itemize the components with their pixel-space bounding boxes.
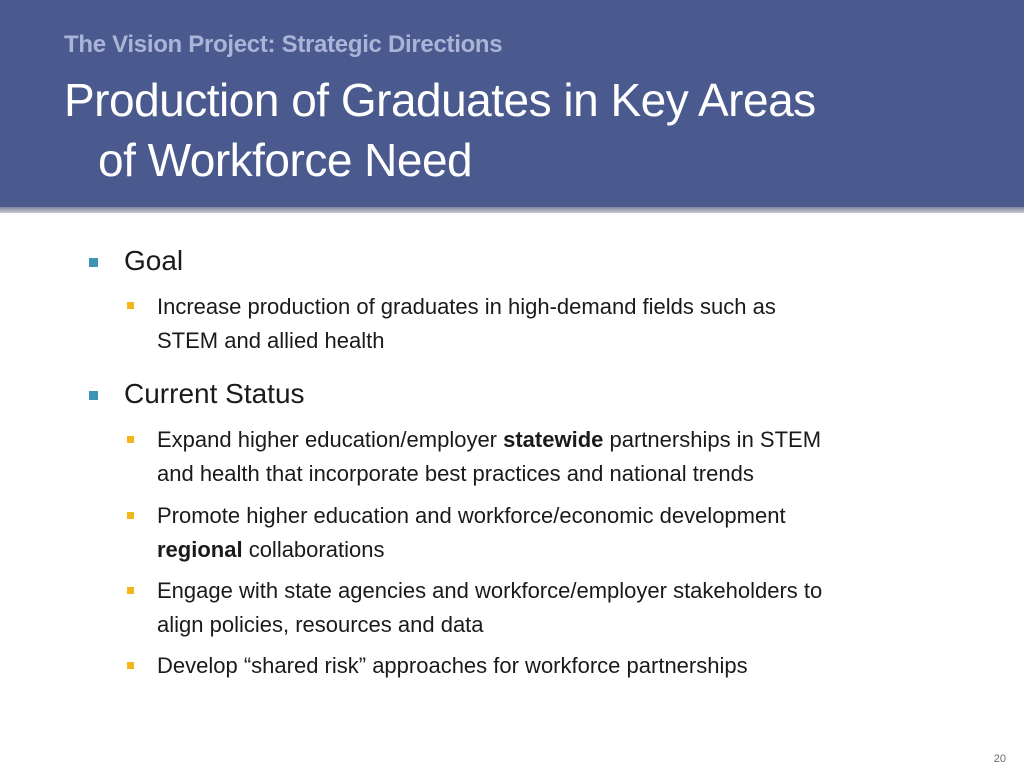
- square-bullet-icon: [127, 512, 134, 519]
- status-item-1-line2: and health that incorporate best practices and national trends: [157, 461, 754, 486]
- slide-title-line1: Production of Graduates in Key Areas: [64, 74, 816, 126]
- status-heading: Current Status: [124, 378, 305, 409]
- status-item-1-emphasis: statewide: [503, 427, 604, 452]
- square-bullet-icon: [89, 258, 98, 267]
- slide-title-line2: of Workforce Need: [98, 134, 473, 186]
- square-bullet-icon: [89, 391, 98, 400]
- slide-subtitle: The Vision Project: Strategic Directions: [64, 31, 503, 58]
- status-item: [157, 499, 977, 567]
- status-item-1-text-cont: partnerships in STEM: [603, 427, 822, 452]
- goal-heading: Goal: [124, 245, 184, 276]
- slide-title: [64, 70, 984, 190]
- goal-item-line2: STEM and allied health: [157, 328, 385, 353]
- status-item-1-text: Expand higher education/employer: [157, 427, 504, 452]
- status-item-2-emphasis: regional: [157, 537, 243, 562]
- status-item-3-line2: align policies, resources and data: [157, 612, 484, 637]
- goal-item: [157, 290, 977, 358]
- status-item: [157, 649, 977, 683]
- status-item-2-line1: Promote higher education and workforce/economic development: [157, 503, 786, 528]
- status-item: [157, 574, 977, 642]
- status-item: [157, 423, 977, 491]
- square-bullet-icon: [127, 587, 134, 594]
- goal-item-line1: Increase production of graduates in high-demand fields such as: [157, 294, 776, 319]
- status-item-3-line1: Engage with state agencies and workforce/employer stakeholders to: [157, 578, 823, 603]
- banner-divider: [0, 207, 1024, 213]
- page-number: 20: [993, 753, 1006, 765]
- square-bullet-icon: [127, 662, 134, 669]
- status-item-4-line1: Develop “shared risk” approaches for workforce partnerships: [157, 653, 748, 678]
- status-item-2-text-cont: collaborations: [242, 537, 385, 562]
- square-bullet-icon: [127, 436, 134, 443]
- square-bullet-icon: [127, 302, 134, 309]
